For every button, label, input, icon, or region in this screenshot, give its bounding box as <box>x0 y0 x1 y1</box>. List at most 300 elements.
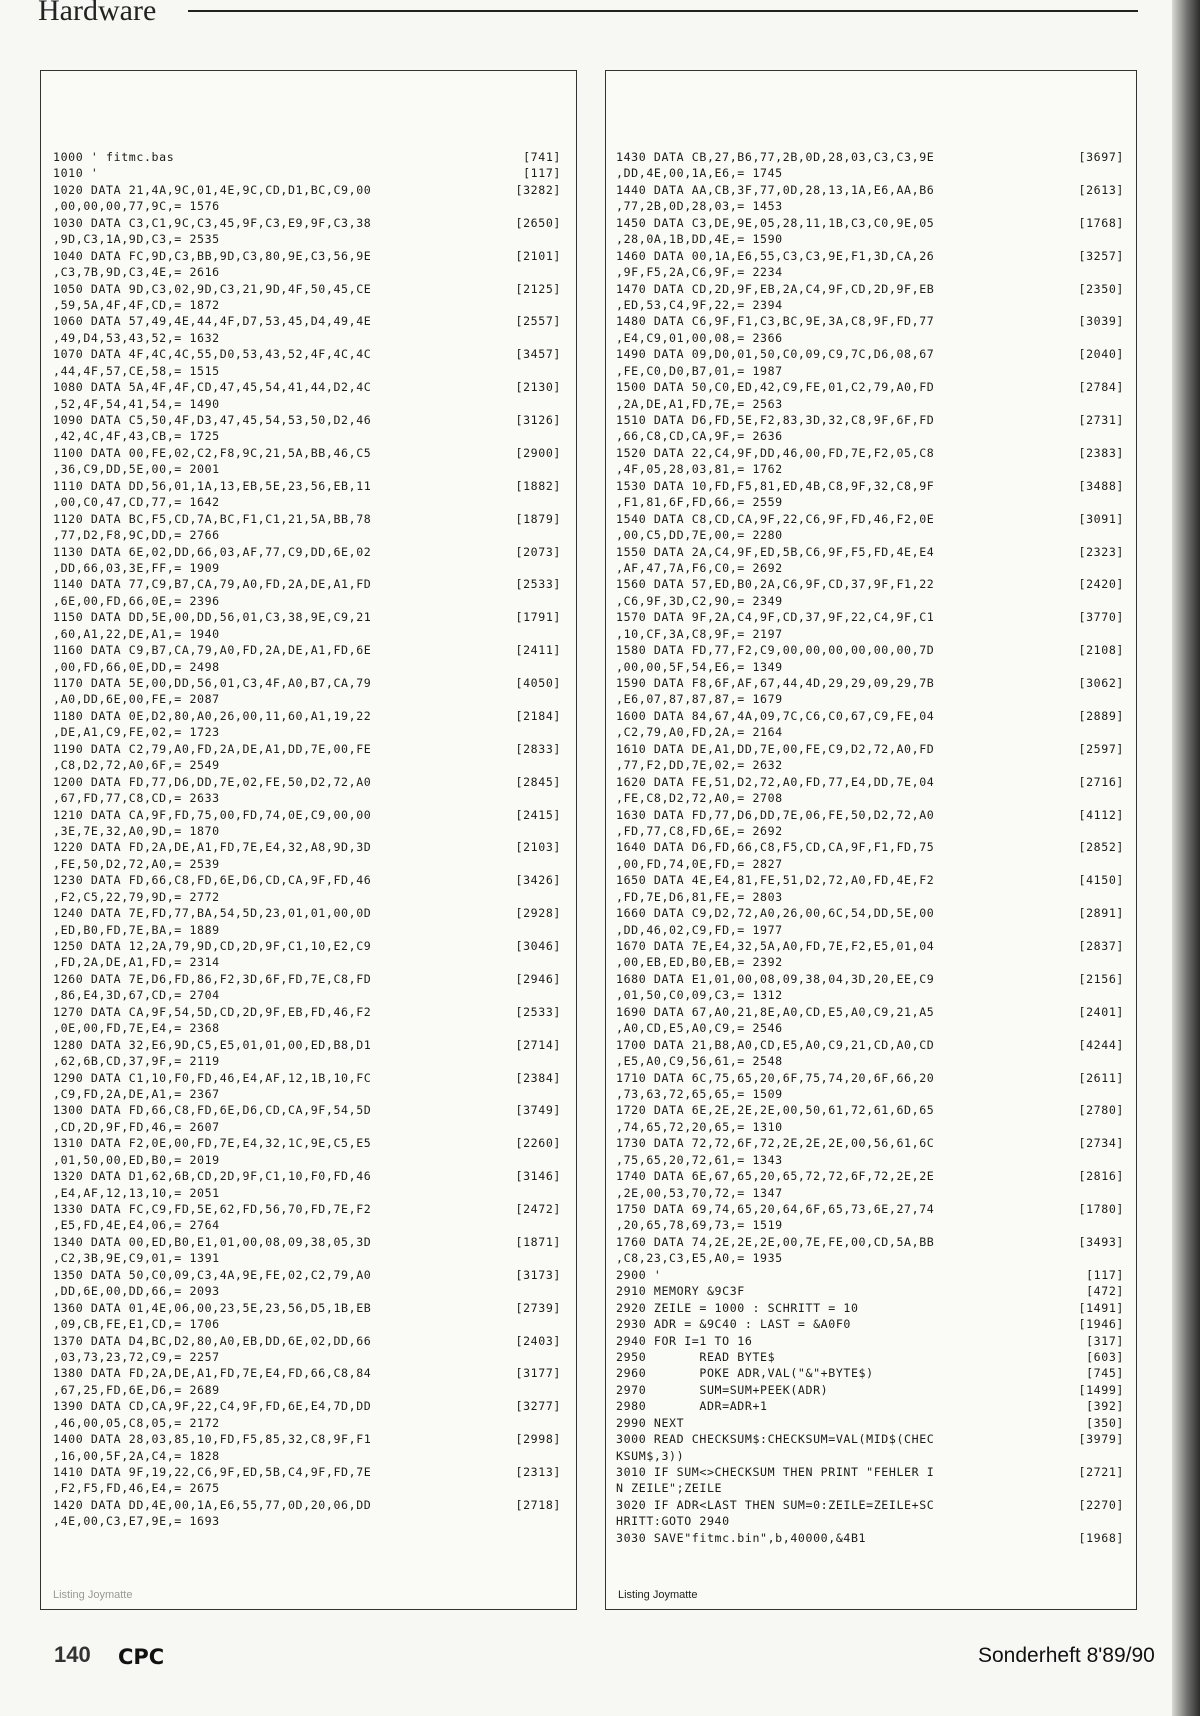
code-line <box>53 1119 561 1135</box>
code-text: ,FE,C8,D2,72,A0,= 2708 <box>616 791 783 806</box>
code-text: ,0E,00,FD,7E,E4,= 2368 <box>53 1021 220 1036</box>
line-checksum: [2891] <box>1078 906 1124 921</box>
code-line <box>616 1398 1124 1414</box>
code-line <box>53 461 561 477</box>
code-text: 1000 ' fitmc.bas <box>53 150 175 164</box>
code-line <box>53 428 561 444</box>
line-checksum: [2401] <box>1078 1004 1124 1019</box>
code-line <box>616 544 1124 560</box>
code-line <box>53 1316 561 1332</box>
code-line <box>616 642 1124 658</box>
line-checksum: [3062] <box>1078 676 1124 690</box>
code-text: ,49,D4,53,43,52,= 1632 <box>53 330 220 345</box>
line-checksum: [2383] <box>1078 445 1124 460</box>
code-text: 1060 DATA 57,49,4E,44,4F,D7,53,45,D4,49,4E <box>53 314 372 329</box>
code-line <box>616 396 1124 412</box>
code-text: ,E6,07,87,87,87,= 1679 <box>616 692 783 707</box>
code-line <box>53 1333 561 1349</box>
code-line <box>53 691 561 707</box>
listing-panel-right <box>605 70 1137 1610</box>
code-text: ,66,C8,CD,CA,9F,= 2636 <box>616 429 783 444</box>
code-line <box>53 971 561 987</box>
line-checksum: [2313] <box>515 1465 561 1479</box>
line-checksum: [2721] <box>1078 1465 1124 1479</box>
code-text: ,59,5A,4F,4F,CD,= 1872 <box>53 297 220 312</box>
code-text: 1220 DATA FD,2A,DE,A1,FD,7E,E4,32,A8,9D,3D <box>53 840 372 855</box>
code-text: ,4E,00,C3,E7,9E,= 1693 <box>53 1514 220 1529</box>
line-checksum: [2900] <box>515 445 561 460</box>
code-text: 1670 DATA 7E,E4,32,5A,A0,FD,7E,F2,E5,01,04 <box>616 939 935 953</box>
line-checksum: [2734] <box>1078 1136 1124 1151</box>
code-line <box>616 1168 1124 1184</box>
code-text: ,03,73,23,72,C9,= 2257 <box>53 1349 220 1364</box>
code-line <box>616 1070 1124 1086</box>
magazine-name: CPC <box>118 1645 165 1669</box>
code-line <box>53 1464 561 1480</box>
code-text: ,46,00,05,C8,05,= 2172 <box>53 1415 220 1430</box>
code-text: 1240 DATA 7E,FD,77,BA,54,5D,23,01,01,00,0D <box>53 906 372 921</box>
code-text: 1170 DATA 5E,00,DD,56,01,C3,4F,A0,B7,CA,79 <box>53 676 372 690</box>
line-checksum: [1879] <box>515 511 561 526</box>
code-text: 1640 DATA D6,FD,66,C8,F5,CD,CA,9F,F1,FD,75 <box>616 840 935 855</box>
code-text: KSUM$,3)) <box>616 1448 685 1463</box>
line-checksum: [1882] <box>515 478 561 493</box>
code-line <box>53 281 561 297</box>
code-text: ,86,E4,3D,67,CD,= 2704 <box>53 988 220 1003</box>
code-line <box>53 412 561 428</box>
line-checksum: [2845] <box>515 774 561 789</box>
code-line <box>53 839 561 855</box>
code-line <box>616 807 1124 823</box>
code-text: ,01,50,C0,09,C3,= 1312 <box>616 988 783 1003</box>
code-text: ,F2,F5,FD,46,E4,= 2675 <box>53 1481 220 1496</box>
code-line <box>53 757 561 773</box>
code-line <box>616 790 1124 806</box>
code-line <box>616 149 1124 165</box>
code-line <box>616 1267 1124 1283</box>
code-line <box>53 790 561 806</box>
code-text: 1460 DATA 00,1A,E6,55,C3,C3,9E,F1,3D,CA,26 <box>616 248 935 263</box>
code-text: 1020 DATA 21,4A,9C,01,4E,9C,CD,D1,BC,C9,00 <box>53 182 372 197</box>
code-line <box>616 461 1124 477</box>
code-text: ,00,00,00,77,9C,= 1576 <box>53 199 220 214</box>
page-number: 140 <box>54 1642 91 1667</box>
code-line <box>616 511 1124 527</box>
code-line <box>53 478 561 494</box>
line-checksum: [4150] <box>1078 873 1124 888</box>
code-text: ,6E,00,FD,66,0E,= 2396 <box>53 593 220 608</box>
code-text: ,2A,DE,A1,FD,7E,= 2563 <box>616 396 783 411</box>
line-checksum: [1946] <box>1078 1317 1124 1332</box>
code-text: ,74,65,72,20,65,= 1310 <box>616 1119 783 1134</box>
line-checksum: [745] <box>1086 1366 1124 1381</box>
code-line <box>53 609 561 625</box>
code-text: ,77,D2,F8,9C,DD,= 2766 <box>53 528 220 543</box>
code-line <box>616 412 1124 428</box>
line-checksum: [472] <box>1086 1284 1124 1299</box>
code-line <box>53 1398 561 1414</box>
code-line <box>53 593 561 609</box>
code-line <box>616 1530 1124 1546</box>
code-line <box>616 1152 1124 1168</box>
code-line <box>616 691 1124 707</box>
code-line <box>616 165 1124 181</box>
line-checksum: [3173] <box>515 1267 561 1282</box>
code-line <box>53 642 561 658</box>
code-line <box>616 724 1124 740</box>
code-text: ,75,65,20,72,61,= 1343 <box>616 1152 783 1167</box>
code-line <box>53 248 561 264</box>
code-text: 1750 DATA 69,74,65,20,64,6F,65,73,6E,27,74 <box>616 1202 935 1216</box>
code-text: ,A0,DD,6E,00,FE,= 2087 <box>53 692 220 707</box>
code-line <box>53 330 561 346</box>
code-line <box>53 922 561 938</box>
code-text: 1390 DATA CD,CA,9F,22,C4,9F,FD,6E,E4,7D,DD <box>53 1399 372 1414</box>
code-text: 1410 DATA 9F,19,22,C6,9F,ED,5B,C4,9F,FD,7E <box>53 1465 372 1479</box>
code-line <box>53 379 561 395</box>
code-text: ,E5,A0,C9,56,61,= 2548 <box>616 1054 783 1069</box>
code-line <box>53 659 561 675</box>
line-checksum: [3488] <box>1078 478 1124 493</box>
code-line <box>616 182 1124 198</box>
line-checksum: [392] <box>1086 1399 1124 1414</box>
code-text: ,E4,AF,12,13,10,= 2051 <box>53 1185 220 1200</box>
code-line <box>53 1267 561 1283</box>
line-checksum: [2472] <box>515 1202 561 1216</box>
code-line <box>616 198 1124 214</box>
code-text: 1480 DATA C6,9F,F1,C3,BC,9E,3A,C8,9F,FD,77 <box>616 314 935 329</box>
line-checksum: [2852] <box>1078 840 1124 855</box>
code-text: 1580 DATA FD,77,F2,C9,00,00,00,00,00,00,7D <box>616 643 935 658</box>
code-line <box>53 149 561 165</box>
code-line <box>616 1480 1124 1496</box>
line-checksum: [2415] <box>515 807 561 822</box>
code-line <box>53 182 561 198</box>
code-text: 1100 DATA 00,FE,02,C2,F8,9C,21,5A,BB,46,C5 <box>53 445 372 460</box>
code-text: 1160 DATA C9,B7,CA,79,A0,FD,2A,DE,A1,FD,6E <box>53 643 372 658</box>
code-text: 1230 DATA FD,66,C8,FD,6E,D6,CD,CA,9F,FD,46 <box>53 873 372 888</box>
code-line <box>616 1513 1124 1529</box>
code-line <box>53 1152 561 1168</box>
line-checksum: [2125] <box>515 281 561 296</box>
code-text: ,4F,05,28,03,81,= 1762 <box>616 462 783 477</box>
code-line <box>616 281 1124 297</box>
line-checksum: [2040] <box>1078 347 1124 362</box>
code-line <box>616 675 1124 691</box>
code-line <box>53 1004 561 1020</box>
line-checksum: [2816] <box>1078 1169 1124 1184</box>
line-checksum: [1791] <box>515 610 561 625</box>
line-checksum: [4050] <box>515 676 561 690</box>
code-text: 2910 MEMORY &9C3F <box>616 1284 745 1299</box>
code-text: 1610 DATA DE,A1,DD,7E,00,FE,C9,D2,72,A0,FD <box>616 741 935 756</box>
code-line <box>53 1037 561 1053</box>
line-checksum: [3091] <box>1078 511 1124 526</box>
code-text: 1090 DATA C5,50,4F,D3,47,45,54,53,50,D2,46 <box>53 413 372 427</box>
code-text: 1290 DATA C1,10,F0,FD,46,E4,AF,12,1B,10,FC <box>53 1070 372 1085</box>
code-line <box>616 576 1124 592</box>
code-line <box>53 1431 561 1447</box>
code-text: 1330 DATA FC,C9,FD,5E,62,FD,56,70,FD,7E,F2 <box>53 1202 372 1216</box>
line-checksum: [2889] <box>1078 708 1124 723</box>
code-text: 1340 DATA 00,ED,B0,E1,01,00,08,09,38,05,3D <box>53 1234 372 1249</box>
code-text: 1650 DATA 4E,E4,81,FE,51,D2,72,A0,FD,4E,F2 <box>616 873 935 888</box>
line-checksum: [317] <box>1086 1333 1124 1348</box>
code-line <box>53 856 561 872</box>
code-line <box>53 1070 561 1086</box>
code-line <box>616 527 1124 543</box>
line-checksum: [1768] <box>1078 215 1124 230</box>
line-checksum: [2384] <box>515 1070 561 1085</box>
code-line <box>616 987 1124 1003</box>
code-line <box>616 593 1124 609</box>
code-line <box>616 1382 1124 1398</box>
code-line <box>616 330 1124 346</box>
code-line <box>53 938 561 954</box>
code-line <box>53 165 561 181</box>
code-text: ,77,F2,DD,7E,02,= 2632 <box>616 758 783 773</box>
code-line <box>53 724 561 740</box>
code-text: ,10,CF,3A,C8,9F,= 2197 <box>616 626 783 641</box>
code-line <box>53 741 561 757</box>
line-checksum: [2611] <box>1078 1070 1124 1085</box>
code-text: ,9F,F5,2A,C6,9F,= 2234 <box>616 265 783 280</box>
code-text: 3030 SAVE"fitmc.bin",b,40000,&4B1 <box>616 1530 867 1545</box>
code-line <box>53 346 561 362</box>
code-line <box>616 1201 1124 1217</box>
code-line <box>616 478 1124 494</box>
code-text: ,CD,2D,9F,FD,46,= 2607 <box>53 1119 220 1134</box>
code-line <box>53 1365 561 1381</box>
code-line <box>53 527 561 543</box>
code-line <box>616 872 1124 888</box>
code-text: ,DD,4E,00,1A,E6,= 1745 <box>616 166 783 181</box>
code-line <box>616 1497 1124 1513</box>
code-text: ,2E,00,53,70,72,= 1347 <box>616 1185 783 1200</box>
code-text: ,DD,6E,00,DD,66,= 2093 <box>53 1284 220 1299</box>
code-text: 3010 IF SUM<>CHECKSUM THEN PRINT "FEHLER I <box>616 1465 935 1479</box>
line-checksum: [603] <box>1086 1349 1124 1364</box>
code-text: ,00,C5,DD,7E,00,= 2280 <box>616 528 783 543</box>
code-line <box>616 1415 1124 1431</box>
code-line <box>616 922 1124 938</box>
line-checksum: [2184] <box>515 708 561 723</box>
code-line <box>616 231 1124 247</box>
code-text: 1540 DATA C8,CD,CA,9F,22,C6,9F,FD,46,F2,0E <box>616 511 935 526</box>
code-line <box>53 1250 561 1266</box>
line-checksum: [3749] <box>515 1103 561 1118</box>
line-checksum: [2403] <box>515 1333 561 1348</box>
line-checksum: [3697] <box>1078 150 1124 164</box>
line-checksum: [1499] <box>1078 1382 1124 1397</box>
code-text: 1700 DATA 21,B8,A0,CD,E5,A0,C9,21,CD,A0,CD <box>616 1037 935 1052</box>
line-checksum: [350] <box>1086 1415 1124 1430</box>
code-text: 1550 DATA 2A,C4,9F,ED,5B,C6,9F,F5,FD,4E,E4 <box>616 544 935 559</box>
code-text: ,F2,C5,22,79,9D,= 2772 <box>53 889 220 904</box>
code-text: 1300 DATA FD,66,C8,FD,6E,D6,CD,CA,9F,54,5D <box>53 1103 372 1118</box>
code-line <box>616 297 1124 313</box>
code-listing-left <box>53 149 561 1530</box>
line-checksum: [4244] <box>1078 1037 1124 1052</box>
code-line <box>53 1168 561 1184</box>
code-line <box>53 396 561 412</box>
code-line <box>616 1333 1124 1349</box>
code-text: ,73,63,72,65,65,= 1509 <box>616 1086 783 1101</box>
code-text: ,C2,3B,9E,C9,01,= 1391 <box>53 1251 220 1266</box>
line-checksum: [2533] <box>515 577 561 592</box>
code-text: ,DD,46,02,C9,FD,= 1977 <box>616 922 783 937</box>
code-line <box>53 511 561 527</box>
code-line <box>616 708 1124 724</box>
code-line <box>616 363 1124 379</box>
code-line <box>616 839 1124 855</box>
code-line <box>53 1382 561 1398</box>
code-listing-right <box>616 149 1124 1546</box>
code-line <box>616 889 1124 905</box>
code-text: 1660 DATA C9,D2,72,A0,26,00,6C,54,DD,5E,00 <box>616 906 935 921</box>
code-text: 1180 DATA 0E,D2,80,A0,26,00,11,60,A1,19,22 <box>53 708 372 723</box>
code-text: 1350 DATA 50,C0,09,C3,4A,9E,FE,02,C2,79,A0 <box>53 1267 372 1282</box>
code-text: HRITT:GOTO 2940 <box>616 1514 730 1529</box>
line-checksum: [3039] <box>1078 314 1124 329</box>
code-text: 1250 DATA 12,2A,79,9D,CD,2D,9F,C1,10,E2,C9 <box>53 939 372 953</box>
code-text: 1400 DATA 28,03,85,10,FD,F5,85,32,C8,9F,F1 <box>53 1432 372 1447</box>
code-text: ,AF,47,7A,F6,C0,= 2692 <box>616 560 783 575</box>
code-text: 1680 DATA E1,01,00,08,09,38,04,3D,20,EE,C9 <box>616 971 935 986</box>
code-line <box>616 1135 1124 1151</box>
code-line <box>616 1119 1124 1135</box>
code-text: 1310 DATA F2,0E,00,FD,7E,E4,32,1C,9E,C5,E5 <box>53 1136 372 1151</box>
code-text: 1510 DATA D6,FD,5E,F2,83,3D,32,C8,9F,6F,FD <box>616 413 935 427</box>
code-text: 1600 DATA 84,67,4A,09,7C,C6,C0,67,C9,FE,04 <box>616 708 935 723</box>
code-text: ,FE,50,D2,72,A0,= 2539 <box>53 856 220 871</box>
code-line <box>53 889 561 905</box>
code-text: ,ED,B0,FD,7E,BA,= 1889 <box>53 922 220 937</box>
code-line <box>53 626 561 642</box>
code-text: 1470 DATA CD,2D,9F,EB,2A,C4,9F,CD,2D,9F,EB <box>616 281 935 296</box>
code-text: 1730 DATA 72,72,6F,72,2E,2E,2E,00,56,61,6C <box>616 1136 935 1151</box>
code-text: 1210 DATA CA,9F,FD,75,00,FD,74,0E,C9,00,00 <box>53 807 372 822</box>
listing-panel-left <box>40 70 577 1610</box>
code-line <box>53 264 561 280</box>
code-line <box>53 494 561 510</box>
line-checksum: [2784] <box>1078 380 1124 395</box>
code-line <box>616 1020 1124 1036</box>
line-checksum: [3257] <box>1078 248 1124 263</box>
code-text: 2970 SUM=SUM+PEEK(ADR) <box>616 1382 829 1397</box>
code-text: 1740 DATA 6E,67,65,20,65,72,72,6F,72,2E,2E <box>616 1169 935 1184</box>
code-line <box>616 659 1124 675</box>
code-text: ,01,50,00,ED,B0,= 2019 <box>53 1152 220 1167</box>
line-checksum: [3426] <box>515 873 561 888</box>
code-text: 1120 DATA BC,F5,CD,7A,BC,F1,C1,21,5A,BB,78 <box>53 511 372 526</box>
code-line <box>616 741 1124 757</box>
code-text: 2900 ' <box>616 1267 662 1282</box>
code-text: ,C6,9F,3D,C2,90,= 2349 <box>616 593 783 608</box>
code-text: ,67,FD,77,C8,CD,= 2633 <box>53 791 220 806</box>
line-checksum: [1871] <box>515 1234 561 1249</box>
code-line <box>616 954 1124 970</box>
code-line <box>616 494 1124 510</box>
line-checksum: [117] <box>1086 1267 1124 1282</box>
line-checksum: [2731] <box>1078 413 1124 427</box>
line-checksum: [2101] <box>515 248 561 263</box>
code-line <box>53 807 561 823</box>
code-line <box>53 954 561 970</box>
code-text: 1500 DATA 50,C0,ED,42,C9,FE,01,C2,79,A0,FD <box>616 380 935 395</box>
code-line <box>616 560 1124 576</box>
code-text: ,C3,7B,9D,C3,4E,= 2616 <box>53 265 220 280</box>
code-line <box>53 987 561 1003</box>
code-line <box>53 823 561 839</box>
code-line <box>616 1448 1124 1464</box>
line-checksum: [1491] <box>1078 1300 1124 1315</box>
code-text: 1270 DATA CA,9F,54,5D,CD,2D,9F,EB,FD,46,F2 <box>53 1004 372 1019</box>
line-checksum: [2739] <box>515 1300 561 1315</box>
code-line <box>616 905 1124 921</box>
line-checksum: [2716] <box>1078 774 1124 789</box>
code-text: ,52,4F,54,41,54,= 1490 <box>53 396 220 411</box>
line-checksum: [3177] <box>515 1366 561 1381</box>
code-line <box>616 1185 1124 1201</box>
code-text: 1760 DATA 74,2E,2E,2E,00,7E,FE,00,CD,5A,BB <box>616 1234 935 1249</box>
code-text: 3000 READ CHECKSUM$:CHECKSUM=VAL(MID$(CHEC <box>616 1432 935 1447</box>
listing-caption-left: Listing Joymatte <box>53 1589 133 1601</box>
line-checksum: [2718] <box>515 1497 561 1512</box>
code-text: 1050 DATA 9D,C3,02,9D,C3,21,9D,4F,50,45,CE <box>53 281 372 296</box>
code-text: ,C8,23,C3,E5,A0,= 1935 <box>616 1251 783 1266</box>
code-text: ,09,CB,FE,E1,CD,= 1706 <box>53 1317 220 1332</box>
code-line <box>616 971 1124 987</box>
code-text: ,00,EB,ED,B0,EB,= 2392 <box>616 955 783 970</box>
code-text: ,28,0A,1B,DD,4E,= 1590 <box>616 232 783 247</box>
code-text: 1360 DATA 01,4E,06,00,23,5E,23,56,D5,1B,EB <box>53 1300 372 1315</box>
code-text: ,DE,A1,C9,FE,02,= 1723 <box>53 725 220 740</box>
line-checksum: [2270] <box>1078 1497 1124 1512</box>
code-line <box>616 1300 1124 1316</box>
code-text: 2960 POKE ADR,VAL("&"+BYTE$) <box>616 1366 874 1381</box>
line-checksum: [2260] <box>515 1136 561 1151</box>
code-line <box>53 313 561 329</box>
line-checksum: [3457] <box>515 347 561 362</box>
code-text: 1380 DATA FD,2A,DE,A1,FD,7E,E4,FD,66,C8,84 <box>53 1366 372 1381</box>
line-checksum: [2780] <box>1078 1103 1124 1118</box>
code-text: 1420 DATA DD,4E,00,1A,E6,55,77,0D,20,06,DD <box>53 1497 372 1512</box>
code-text: ,C2,79,A0,FD,2A,= 2164 <box>616 725 783 740</box>
code-line <box>53 1283 561 1299</box>
line-checksum: [2323] <box>1078 544 1124 559</box>
code-text: ,00,00,5F,54,E6,= 1349 <box>616 659 783 674</box>
code-text: ,FD,2A,DE,A1,FD,= 2314 <box>53 955 220 970</box>
code-text: 1370 DATA D4,BC,D2,80,A0,EB,DD,6E,02,DD,66 <box>53 1333 372 1348</box>
code-line <box>616 1102 1124 1118</box>
code-text: 1570 DATA 9F,2A,C4,9F,CD,37,9F,22,C4,9F,C1 <box>616 610 935 625</box>
code-text: ,ED,53,C4,9F,22,= 2394 <box>616 297 783 312</box>
line-checksum: [1968] <box>1078 1530 1124 1545</box>
line-checksum: [4112] <box>1078 807 1124 822</box>
code-line <box>616 823 1124 839</box>
code-line <box>616 1053 1124 1069</box>
header-rule <box>188 10 1138 12</box>
code-text: ,C9,FD,2A,DE,A1,= 2367 <box>53 1086 220 1101</box>
line-checksum: [117] <box>523 166 561 181</box>
code-line <box>616 626 1124 642</box>
code-text: ,C8,D2,72,A0,6F,= 2549 <box>53 758 220 773</box>
code-text: ,36,C9,DD,5E,00,= 2001 <box>53 462 220 477</box>
code-line <box>616 445 1124 461</box>
section-title: Hardware <box>38 0 157 27</box>
line-checksum: [2103] <box>515 840 561 855</box>
